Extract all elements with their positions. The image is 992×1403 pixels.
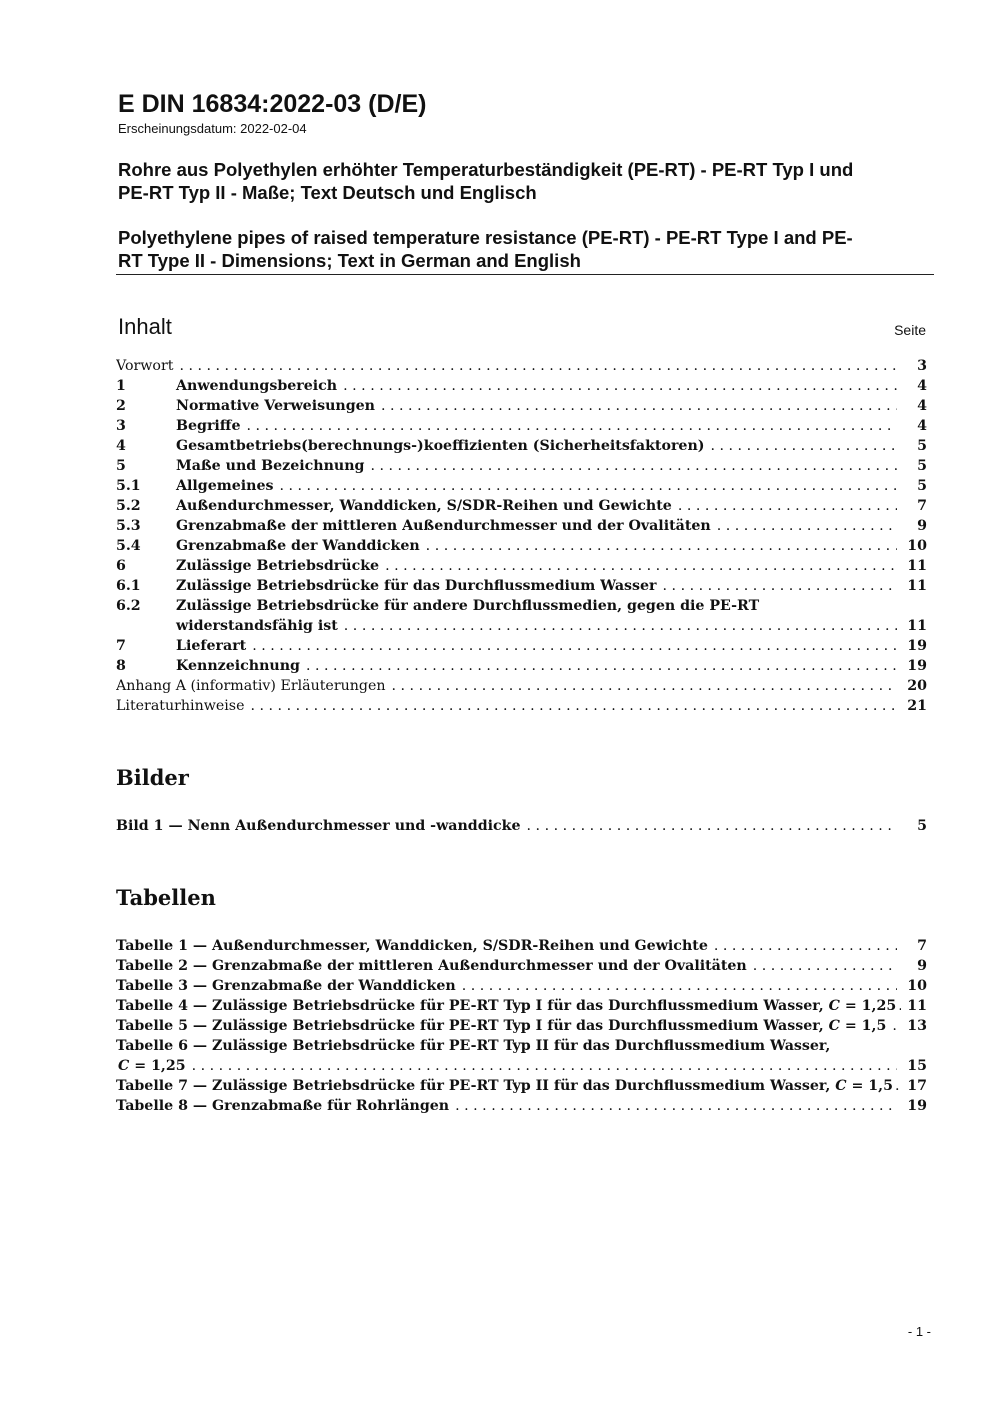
toc-entry-page: 5 (917, 438, 927, 454)
page-column-label: Seite (894, 322, 926, 338)
toc-entry[interactable] (116, 476, 927, 496)
toc-entry-continuation[interactable] (116, 616, 927, 636)
leader-dots (892, 1016, 897, 1036)
leader-dots (392, 676, 897, 696)
leader-dots (527, 816, 897, 836)
toc-entry-number: 4 (116, 438, 126, 454)
table-entry-page: 15 (907, 1058, 927, 1074)
table-entry[interactable] (116, 996, 927, 1016)
leader-dots (246, 416, 897, 436)
tables-list (116, 936, 927, 1116)
leader-dots (385, 556, 897, 576)
table-entry-label: Tabelle 6 — Zulässige Betriebsdrücke für PE-RT Typ II für das Durchflussmedium Wasser, (116, 1038, 831, 1054)
table-entry-label: Tabelle 2 — Grenzabmaße der mittleren Außendurchmesser und der Ovalitäten (116, 958, 747, 974)
leader-dots (717, 516, 897, 536)
toc-entry[interactable] (116, 576, 927, 596)
toc-entry-page: 9 (917, 518, 927, 534)
table-entry-page: 11 (907, 998, 927, 1014)
toc-entry-label: Maße und Bezeichnung (176, 458, 365, 474)
toc-entry-page: 3 (917, 358, 927, 374)
table-entry-page: 17 (907, 1078, 927, 1094)
leader-dots (663, 576, 897, 596)
figures-list (116, 816, 927, 836)
toc-entry[interactable] (116, 516, 927, 536)
figures-title: Bilder (116, 765, 189, 790)
toc-entry[interactable] (116, 436, 927, 456)
figure-entry-page: 5 (917, 818, 927, 834)
figure-entry-label: Bild 1 — Nenn Außendurchmesser und -wanddicke (116, 818, 521, 834)
toc-entry[interactable] (116, 376, 927, 396)
table-entry-label (116, 1076, 893, 1096)
coefficient-value: = 1,25 (129, 1058, 186, 1074)
toc-entry[interactable] (116, 656, 927, 676)
table-entry[interactable] (116, 936, 927, 956)
document-header (118, 88, 934, 272)
leader-dots (343, 376, 897, 396)
toc-entry-label: Zulässige Betriebsdrücke (176, 558, 380, 574)
toc-entry-page: 10 (907, 538, 927, 554)
table-entry-label: Tabelle 3 — Grenzabmaße der Wanddicken (116, 978, 456, 994)
toc-entry-label: Grenzabmaße der Wanddicken (176, 538, 420, 554)
table-entry-label: Tabelle 1 — Außendurchmesser, Wanddicken, S/SDR-Reihen und Gewichte (116, 938, 708, 954)
toc-entry-number: 6.1 (116, 578, 141, 594)
toc-entry[interactable] (116, 456, 927, 476)
toc-entry[interactable] (116, 596, 927, 616)
toc-entry-number: 6.2 (116, 598, 141, 614)
toc-entry-page: 21 (907, 698, 927, 714)
table-entry[interactable] (116, 1036, 927, 1056)
leader-dots (678, 496, 897, 516)
toc-entry-page: 4 (917, 378, 927, 394)
contents-title: Inhalt (118, 314, 172, 339)
leader-dots (898, 996, 901, 1016)
toc-entry-page: 19 (907, 658, 927, 674)
toc-entry-label: Anhang A (informativ) Erläuterungen (116, 678, 386, 694)
toc-entry[interactable] (116, 396, 927, 416)
tables-title: Tabellen (116, 885, 216, 910)
table-entry[interactable] (116, 1096, 927, 1116)
coefficient-symbol: C (118, 1058, 130, 1074)
leader-dots (426, 536, 897, 556)
toc-entry-label: Außendurchmesser, Wanddicken, S/SDR-Reihen und Gewichte (176, 498, 672, 514)
toc-entry-page: 5 (917, 478, 927, 494)
toc-entry-page: 11 (907, 558, 927, 574)
document-id: E DIN 16834:2022-03 (D/E) (118, 90, 427, 118)
leader-dots (895, 1076, 901, 1096)
table-entry-label (116, 1056, 186, 1076)
toc-entry[interactable] (116, 636, 927, 656)
table-entry-text: Tabelle 4 — Zulässige Betriebsdrücke für PE-RT Typ I für das Durchflussmedium Wasser, (116, 998, 829, 1014)
leader-dots (179, 356, 897, 376)
toc-entry[interactable] (116, 556, 927, 576)
title-english-line-2: RT Type II - Dimensions; Text in German and English (118, 250, 581, 271)
toc-entry-label: Lieferart (176, 638, 247, 654)
leader-dots (250, 696, 897, 716)
toc-entry[interactable] (116, 696, 927, 716)
toc-entry-number: 5.1 (116, 478, 141, 494)
table-entry[interactable] (116, 1076, 927, 1096)
toc-entry-page: 5 (917, 458, 927, 474)
publication-date: Erscheinungsdatum: 2022-02-04 (118, 121, 307, 136)
table-entry[interactable] (116, 1016, 927, 1036)
title-german (118, 158, 934, 204)
table-entry-label (116, 996, 896, 1016)
page-number: - 1 - (907, 1324, 931, 1339)
table-entry-label (116, 1016, 886, 1036)
table-entry-text: Tabelle 7 — Zulässige Betriebsdrücke für PE-RT Typ II für das Durchflussmedium Wasser, (116, 1078, 836, 1094)
coefficient-value: = 1,5 (846, 1078, 893, 1094)
toc-entry-page: 7 (917, 498, 927, 514)
toc-entry[interactable] (116, 536, 927, 556)
table-entry-text: Tabelle 5 — Zulässige Betriebsdrücke für PE-RT Typ I für das Durchflussmedium Wasser, (116, 1018, 829, 1034)
table-entry-page: 19 (907, 1098, 927, 1114)
figure-entry[interactable] (116, 816, 927, 836)
table-entry-continuation[interactable] (116, 1056, 927, 1076)
coefficient-symbol: C (828, 998, 840, 1014)
toc-entry-page: 20 (907, 678, 927, 694)
toc-entry[interactable] (116, 356, 927, 376)
header-divider (116, 274, 934, 275)
toc-entry-number: 5 (116, 458, 126, 474)
toc-entry-label: Normative Verweisungen (176, 398, 375, 414)
toc-entry-number: 2 (116, 398, 126, 414)
coefficient-symbol: C (835, 1078, 847, 1094)
toc-entry[interactable] (116, 676, 927, 696)
toc-entry-page: 4 (917, 398, 927, 414)
table-entry-label: Tabelle 8 — Grenzabmaße für Rohrlängen (116, 1098, 450, 1114)
toc-entry-label: Zulässige Betriebsdrücke für das Durchflussmedium Wasser (176, 578, 657, 594)
leader-dots (280, 476, 898, 496)
toc-entry-label: Literaturhinweise (116, 698, 245, 714)
toc-entry-number: 5.3 (116, 518, 141, 534)
leader-dots (252, 636, 897, 656)
toc-entry-number: 8 (116, 658, 126, 674)
leader-dots (714, 936, 897, 956)
toc-entry-number: 5.4 (116, 538, 141, 554)
table-entry[interactable] (116, 976, 927, 996)
leader-dots (381, 396, 897, 416)
toc-entry-number: 3 (116, 418, 126, 434)
leader-dots (710, 436, 897, 456)
coefficient-symbol: C (828, 1018, 840, 1034)
leader-dots (192, 1056, 897, 1076)
table-entry-page: 13 (907, 1018, 927, 1034)
toc-entry-label: widerstandsfähig ist (176, 618, 338, 634)
table-entry-page: 7 (917, 938, 927, 954)
toc-entry-page: 19 (907, 638, 927, 654)
contents-list (116, 356, 927, 716)
toc-entry[interactable] (116, 496, 927, 516)
toc-entry-page: 11 (907, 578, 927, 594)
toc-entry-number: 5.2 (116, 498, 141, 514)
toc-entry[interactable] (116, 416, 927, 436)
toc-entry-label: Begriffe (176, 418, 241, 434)
title-english (118, 226, 934, 272)
toc-entry-label: Vorwort (116, 358, 174, 374)
title-english-line-1: Polyethylene pipes of raised temperature resistance (PE-RT) - PE-RT Type I and PE- (118, 227, 853, 248)
toc-entry-label: Zulässige Betriebsdrücke für andere Durchflussmedien, gegen die PE-RT (176, 598, 760, 614)
table-entry[interactable] (116, 956, 927, 976)
toc-entry-page: 11 (907, 618, 927, 634)
table-entry-page: 10 (907, 978, 927, 994)
title-german-line-1: Rohre aus Polyethylen erhöhter Temperaturbeständigkeit (PE-RT) - PE-RT Typ I und (118, 159, 854, 180)
toc-entry-page: 4 (917, 418, 927, 434)
leader-dots (370, 456, 897, 476)
leader-dots (462, 976, 897, 996)
toc-entry-label: Kennzeichnung (176, 658, 300, 674)
leader-dots (344, 616, 897, 636)
coefficient-value: = 1,25 (839, 998, 897, 1014)
table-entry-page: 9 (917, 958, 927, 974)
toc-entry-label: Gesamtbetriebs(berechnungs-)koeffizienten (Sicherheitsfaktoren) (176, 438, 705, 454)
toc-entry-label: Allgemeines (176, 478, 274, 494)
leader-dots (455, 1096, 897, 1116)
toc-entry-label: Anwendungsbereich (176, 378, 338, 394)
toc-entry-number: 7 (116, 638, 126, 654)
toc-entry-number: 6 (116, 558, 126, 574)
coefficient-value: = 1,5 (839, 1018, 887, 1034)
leader-dots (306, 656, 897, 676)
toc-entry-number: 1 (116, 378, 126, 394)
leader-dots (753, 956, 897, 976)
title-german-line-2: PE-RT Typ II - Maße; Text Deutsch und Englisch (118, 182, 537, 203)
toc-entry-label: Grenzabmaße der mittleren Außendurchmesser und der Ovalitäten (176, 518, 711, 534)
